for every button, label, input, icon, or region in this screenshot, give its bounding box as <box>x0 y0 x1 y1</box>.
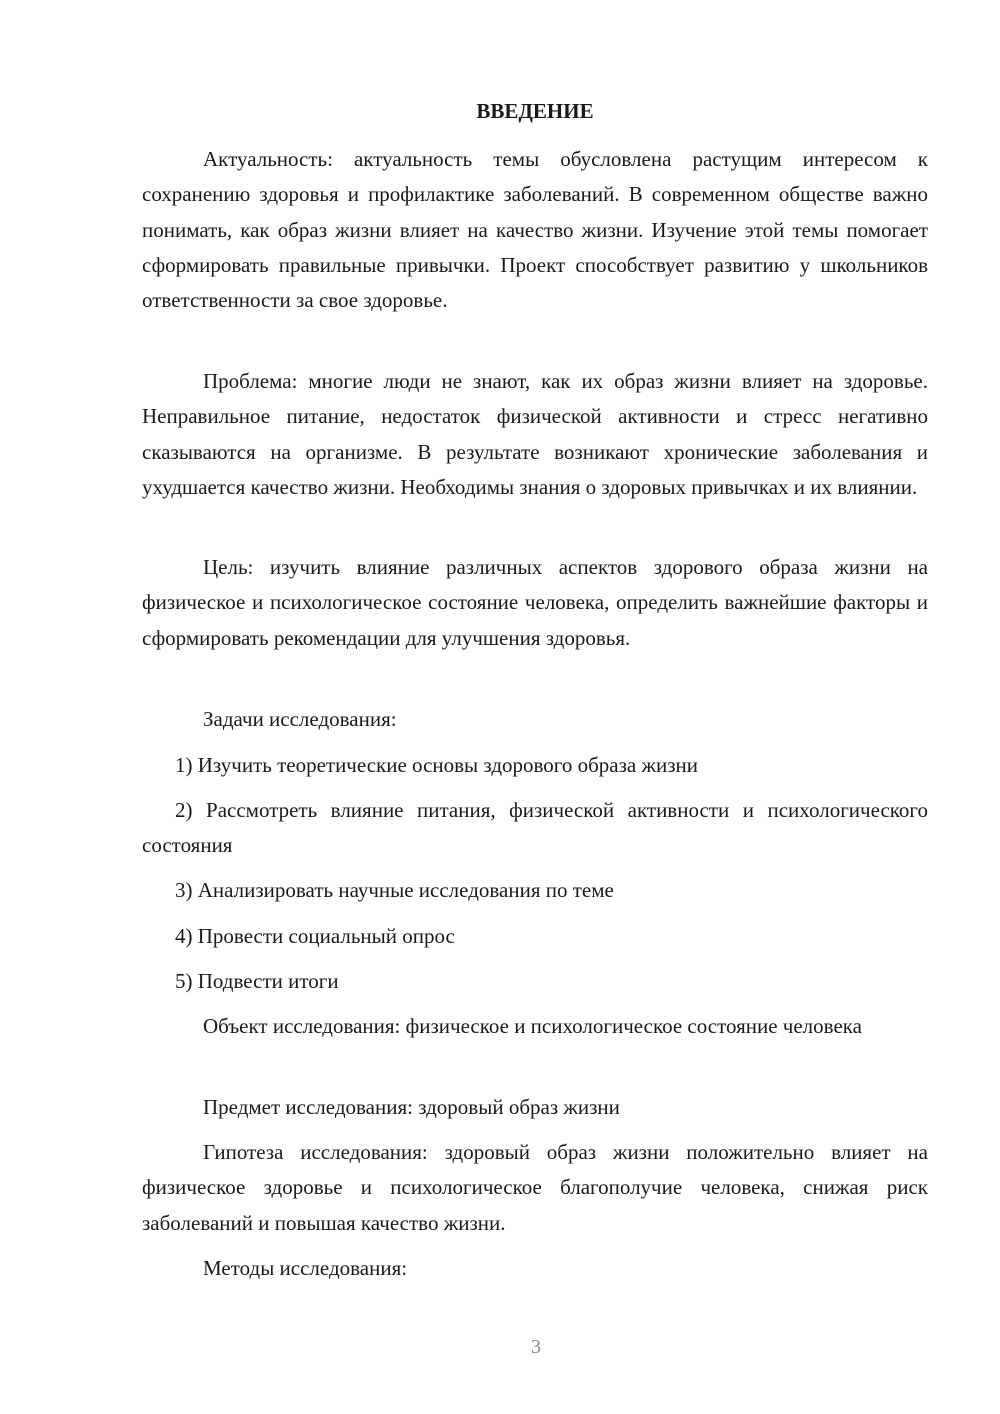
task-item-5: 5) Подвести итоги <box>175 969 339 993</box>
task-item-2: 2) Рассмотреть влияние питания, физической активности и психологического состояния <box>142 798 928 858</box>
methods-heading: Методы исследования: <box>203 1256 408 1280</box>
tasks-heading: Задачи исследования: <box>203 707 397 731</box>
goal-paragraph: Цель: изучить влияние различных аспектов здорового образа жизни на физическое и психологическое состояние человека, определить важнейшие факторы и сформировать рекомендации для улучшения здоровья. <box>142 555 928 650</box>
task-item-3: 3) Анализировать научные исследования по теме <box>175 878 614 902</box>
task-item-4: 4) Провести социальный опрос <box>175 924 455 948</box>
section-heading: ВВЕДЕНИЕ <box>476 99 594 123</box>
object-paragraph: Объект исследования: физическое и психологическое состояние человека <box>203 1014 862 1038</box>
task-item-1: 1) Изучить теоретические основы здорового образа жизни <box>175 753 699 777</box>
hypothesis-paragraph: Гипотеза исследования: здоровый образ жизни положительно влияет на физическое здоровье и психологическое благополучие человека, снижая риск заболеваний и повышая качество жизни. <box>142 1140 928 1235</box>
problem-paragraph: Проблема: многие люди не знают, как их образ жизни влияет на здоровье. Неправильное питание, недостаток физической активности и стресс негативно сказываются на организме. В результате возникают хронические заболевания и ухудшается качество жизни. Необходимы знания о здоровых привычках и их влиянии. <box>142 369 928 499</box>
relevance-paragraph: Актуальность: актуальность темы обусловлена растущим интересом к сохранению здоровья и профилактике заболеваний. В современном обществе важно понимать, как образ жизни влияет на качество жизни. Изучение этой темы помогает сформировать правильные привычки. Проект способствует развитию у школьников ответственности за свое здоровье. <box>142 147 928 313</box>
page-number: 3 <box>531 1336 541 1358</box>
subject-paragraph: Предмет исследования: здоровый образ жизни <box>203 1095 620 1119</box>
